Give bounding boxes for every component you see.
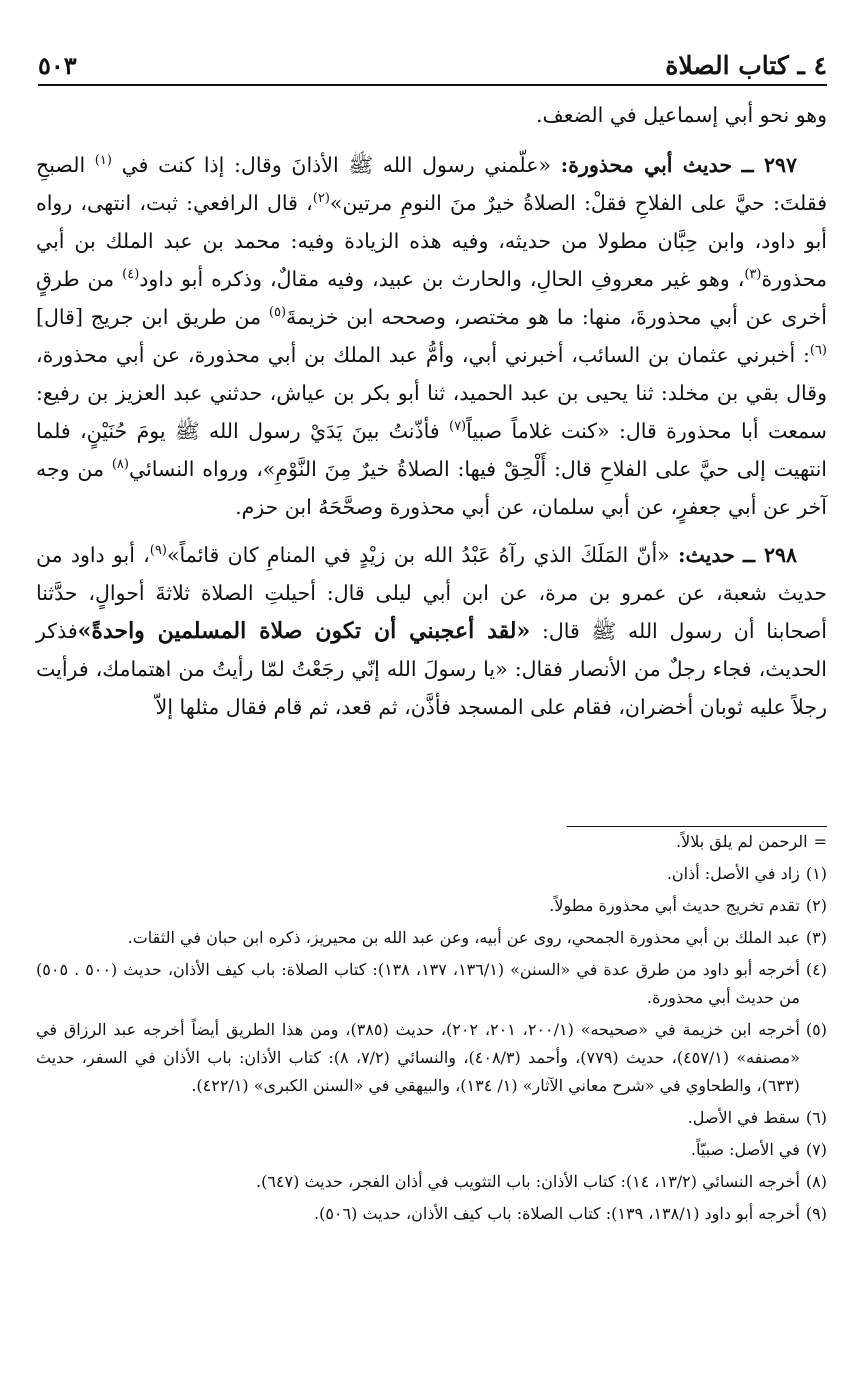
footnote-marker: (٢) xyxy=(805,896,827,915)
hadith-number: ٢٩٨ ــ xyxy=(743,543,797,567)
page-number: ٥٠٣ xyxy=(38,51,77,80)
footnote-text: في الأصل: صبيّاً. xyxy=(690,1140,800,1159)
hadith-text: فذكر الحديث، فجاء رجلٌ من الأنصار فقال: «يا رسولَ الله إنّي رجَعْتُ لمّا رأيتُ من اهتمامك، فرأيت رجلاً عليه ثوبان أخضران، فقام على المسجد فأذَّن، ثم قعد، ثم قام فقال مثلها إلاّ xyxy=(36,619,827,719)
footnote-text: أخرجه ابن خزيمة في «صحيحه» (٢٠٠/١، ٢٠١، ٢٠٢)، حديث (٣٨٥)، ومن هذا الطريق أيضاً أخرجه عبد الرزاق في «مصنفه» (٤٥٧/١)، حديث (٧٧٩)، وأحمد (٤٠٨/٣)، والنسائي (٧/٢، ٨): كتاب الأذان: باب الأذان في السفر، حديث (٦٣٣)، والطحاوي في «شرح معاني الآثار» (١/ ١٣٤)، والبيهقي في «السنن الكبرى» (٤٢٢/١). xyxy=(36,1020,800,1095)
footnotes xyxy=(36,828,827,1232)
chapter-title: ٤ ـ كتاب الصلاة xyxy=(665,51,827,80)
footnote-text: عبد الملك بن أبي محذورة الجمحي، روى عن أبيه، وعن عبد الله بن محيريز، ذكره ابن حبان في الثقات. xyxy=(127,928,800,947)
footnote-ref: (٦) xyxy=(809,343,827,359)
hadith-text: ، وهو غير معروفِ الحالِ، والحارث بن عبيد، وفيه مقالٌ، وذكره أبو داود xyxy=(139,267,745,291)
footnote-marker: (٥) xyxy=(805,1020,827,1039)
footnote-ref: (٤) xyxy=(122,267,140,283)
footnote xyxy=(36,924,827,952)
intro-line: وهو نحو أبي إسماعيل في الضعف. xyxy=(535,103,827,127)
hadith-text: فأذّنتُ بينَ يَدَيْ رسول الله ﷺ يومَ حُنَيْنٍ، فلما انتهيت إلى حيَّ على الفلاحِ قال: أَلْحِقْ فيها: الصلاةُ خيرٌ مِنَ النَّوْمِ»، ورواه النسائي xyxy=(36,419,828,481)
main-text xyxy=(36,96,827,736)
hadith-title: حديث أبي محذورة: xyxy=(560,153,733,177)
hadith-text: من طرقٍ أخرى عن أبي محذورةَ، منها: ما هو مختصر، وصححه ابن خزيمةَ xyxy=(36,267,827,329)
footnote-ref: (٥) xyxy=(268,305,287,321)
footnote-marker: = xyxy=(813,832,827,851)
footnote-marker: (٧) xyxy=(805,1140,827,1159)
hadith-text: «علّمني رسول الله ﷺ الأذانَ وقال: إذا كنت في xyxy=(121,153,561,177)
footnote-separator xyxy=(567,826,827,827)
footnote xyxy=(36,1104,827,1132)
footnote xyxy=(36,1200,827,1228)
hadith-text: ، أبو داود من حديث شعبة، عن عمرو بن مرة، عن ابن أبي ليلى قال: أحيلتِ الصلاة ثلاثةَ أحوالٍ، حدَّثنا أصحابنا أن رسول الله ﷺ قال: xyxy=(36,543,827,643)
footnote xyxy=(36,828,827,856)
footnote xyxy=(36,892,827,920)
footnote-marker: (٦) xyxy=(805,1108,827,1127)
bold-quote: «لقد أعجبني أن تكون صلاة المسلمين واحدةً» xyxy=(77,618,531,644)
hadith-text: من وجه آخر عن أبي جعفرٍ، عن أبي سلمان، عن أبي محذورة وصحَّحَهُ ابن حزم. xyxy=(36,457,827,519)
hadith-title: حديث: xyxy=(677,543,735,567)
footnote-ref: (١) xyxy=(94,153,112,169)
footnote-marker: (٩) xyxy=(805,1204,827,1223)
hadith-text: ، قال الرافعي: ثبت، انتهى، رواه أبو داود، وابن حِبَّان مطولا من حديثه، وفيه هذه الزيادة وفيه: محمد بن عبد الملك بن أبي محذورة xyxy=(36,191,827,291)
hadith-298 xyxy=(36,536,827,726)
footnote-marker: (٨) xyxy=(805,1172,827,1191)
footnote xyxy=(36,1168,827,1196)
hadith-297 xyxy=(36,146,827,526)
footnote-ref: (٨) xyxy=(111,457,129,473)
footnote-marker: (١) xyxy=(805,864,827,883)
footnote xyxy=(36,860,827,888)
footnote xyxy=(36,1016,827,1100)
footnote-marker: (٤) xyxy=(805,960,827,979)
footnote-text: زاد في الأصل: أذان. xyxy=(666,864,800,883)
footnote-marker: (٣) xyxy=(805,928,827,947)
hadith-number: ٢٩٧ ــ xyxy=(741,153,797,177)
footnote-ref: (٩) xyxy=(149,543,167,559)
footnote-text: تقدم تخريج حديث أبي محذورة مطولاً. xyxy=(549,896,800,915)
footnote-ref: (٧) xyxy=(448,419,467,435)
footnote-ref: (٢) xyxy=(312,191,330,207)
footnote-text: أخرجه النسائي (١٣/٢، ١٤): كتاب الأذان: باب التثويب في أذان الفجر، حديث (٦٤٧). xyxy=(256,1172,800,1191)
footnote-text: أخرجه أبو داود (١٣٨/١، ١٣٩): كتاب الصلاة: باب كيف الأذان، حديث (٥٠٦). xyxy=(314,1204,800,1223)
hadith-text: الصبحِ فقلتَ: حيَّ على الفلاحِ فقلْ: الصلاةُ خيرٌ منَ النومِ مرتين» xyxy=(36,153,827,215)
hadith-text: : أخبرني عثمان بن السائب، أخبرني أبي، وأمُّ عبد الملك بن أبي محذورة، عن أبي محذورة، وقال بقي بن مخلد: ثنا يحيى بن عبد الحميد، ثنا أبو بكر بن عياش، حدثني عبد العزيز بن رفيع: سمعت أبا محذورة قال: «كنت غلاماً صبياً xyxy=(36,343,827,443)
hadith-text: «أنّ المَلَكَ الذي رآهُ عَبْدُ الله بن زيْدٍ في المنامِ كان قائماً» xyxy=(166,543,678,567)
footnote-text: أخرجه أبو داود من طرق عدة في «السنن» (١٣٦/١، ١٣٧، ١٣٨): كتاب الصلاة: باب كيف الأذان، حديث (٥٠٠ . ٥٠٥) من حديث أبي محذورة. xyxy=(36,960,800,1007)
footnote xyxy=(36,1136,827,1164)
running-header xyxy=(38,40,827,86)
footnote-text: سقط في الأصل. xyxy=(687,1108,800,1127)
hadith-text: من طريق ابن جريج [قال] xyxy=(36,305,269,329)
footnote-ref: (٣) xyxy=(744,267,762,283)
footnote-text: الرحمن لم يلق بلالاً. xyxy=(676,832,808,851)
footnote xyxy=(36,956,827,1012)
